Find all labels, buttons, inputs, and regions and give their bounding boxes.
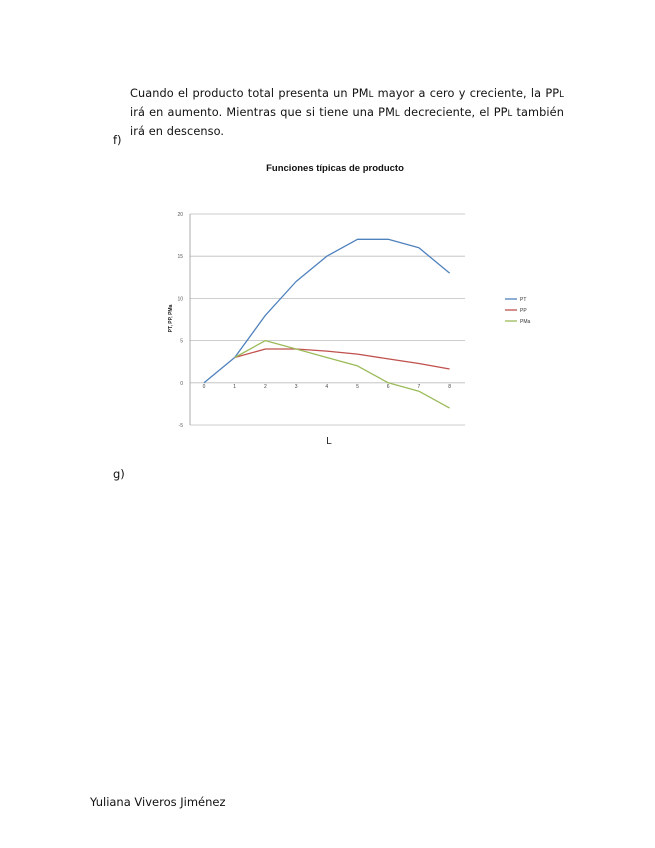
subscript-l: L xyxy=(368,90,374,101)
subscript-l: L xyxy=(559,90,564,101)
y-tick-label: 20 xyxy=(177,212,183,218)
x-tick-label: 8 xyxy=(448,383,451,390)
x-tick-label: 1 xyxy=(233,383,237,390)
y-axis-label: PT, PP, PMa xyxy=(168,304,174,333)
x-tick-label: 6 xyxy=(386,383,390,390)
subscript-l: L xyxy=(394,109,400,120)
section-label-f: f) xyxy=(113,133,122,147)
x-tick-label: 4 xyxy=(325,383,329,390)
legend-label-pma: PMa xyxy=(520,319,531,325)
x-axis-label: L xyxy=(326,436,332,447)
y-tick-label: 15 xyxy=(177,254,183,261)
x-tick-label: 2 xyxy=(264,383,267,390)
series-line-pma xyxy=(235,341,450,409)
chart-title: Funciones típicas de producto xyxy=(266,163,404,174)
series-line-pt xyxy=(204,239,450,382)
series-line-pp xyxy=(235,349,450,369)
y-tick-label: 10 xyxy=(177,296,183,303)
footer-author: Yuliana Viveros Jiménez xyxy=(90,795,226,809)
y-tick-label: 5 xyxy=(180,338,183,345)
section-label-g: g) xyxy=(113,467,125,481)
y-tick-label: 0 xyxy=(180,380,183,387)
x-tick-label: 7 xyxy=(417,383,421,390)
x-tick-label: 5 xyxy=(356,383,359,390)
subscript-l: L xyxy=(507,109,513,120)
x-tick-label: 0 xyxy=(202,383,206,390)
paragraph-text: irá en aumento. Mientras que si tiene una PM xyxy=(130,106,395,120)
legend-label-pp: PP xyxy=(520,308,527,314)
legend-label-pt: PT xyxy=(520,297,527,303)
paragraph-text: Cuando el producto total presenta un PM xyxy=(130,87,369,101)
paragraph-text: mayor a cero y creciente, la PP xyxy=(373,87,560,101)
y-tick-label: -5 xyxy=(178,423,183,429)
paragraph-text: decreciente, el PP xyxy=(399,106,508,120)
paragraph-text: también irá en descenso. xyxy=(130,106,564,139)
x-tick-label: 3 xyxy=(294,383,298,390)
